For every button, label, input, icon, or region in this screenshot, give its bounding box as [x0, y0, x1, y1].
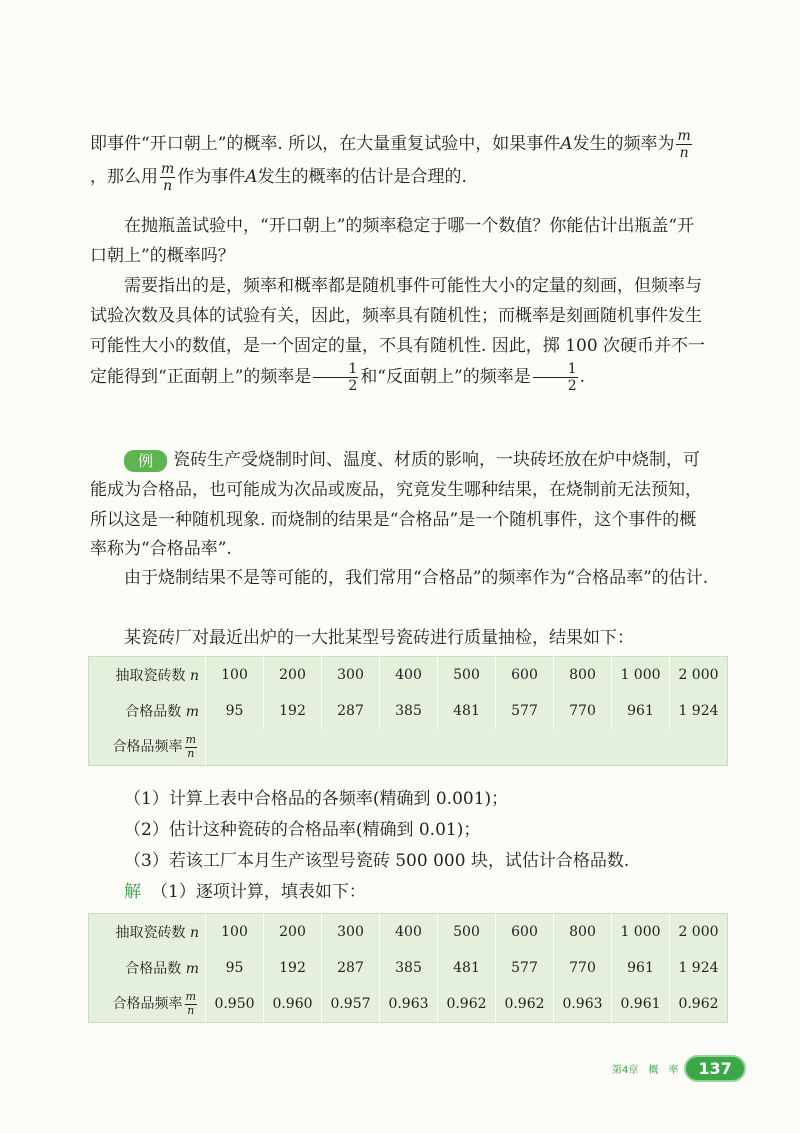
page-footer: [612, 1055, 746, 1082]
table-cell: 481: [438, 950, 496, 986]
table-cell: 0.957: [322, 986, 380, 1023]
sampling-table: [88, 656, 728, 766]
table-cell: 770: [554, 950, 612, 986]
chapter-label: 第4章 概 率: [612, 1065, 679, 1076]
table-cell: 287: [322, 693, 380, 729]
table-cell: 385: [380, 950, 438, 986]
row-header: 合格品数 m: [89, 693, 206, 729]
table-cell: 600: [496, 914, 554, 951]
table-cell: 100: [206, 657, 264, 694]
row-header: 抽取瓷砖数 n: [89, 914, 206, 951]
table-cell: 400: [380, 657, 438, 694]
table-cell: 0.962: [496, 986, 554, 1023]
table-cell: 481: [438, 693, 496, 729]
table-cell: 0.963: [380, 986, 438, 1023]
solution-label: 解: [124, 882, 141, 902]
example-paragraph: 例 瓷砖生产受烧制时间、温度、材质的影响，一块砖坯放在炉中烧制，可能成为合格品，也可能成为次品或废品，究竟发生哪种结果，在烧制前无法预知，所以这是一种随机现象. 而烧制的结果是“合格品”是一个随机事件，这个事件的概率称为“合格品率”.: [90, 450, 702, 560]
table-cell: 192: [264, 693, 322, 729]
table-row: [89, 914, 728, 951]
table-cell: 800: [554, 914, 612, 951]
example-badge: 例: [124, 450, 167, 472]
table-row: [89, 693, 728, 729]
table-cell: 1 000: [612, 914, 670, 951]
table-cell: 770: [554, 693, 612, 729]
question-2: （2）估计这种瓷砖的合格品率(精确到 0.01)；: [124, 820, 481, 840]
fraction-one-half: $\frac{1}{2}$: [313, 361, 358, 394]
table-cell: 192: [264, 950, 322, 986]
table-cell: 600: [496, 657, 554, 694]
row-header: 抽取瓷砖数 n: [89, 657, 206, 694]
table-cell: 400: [380, 914, 438, 951]
fraction-m-over-n: $\frac{m}{n}$: [185, 989, 196, 1017]
table-cell: 300: [322, 914, 380, 951]
table-cell: 1 000: [612, 657, 670, 694]
table-cell: 1 924: [678, 703, 719, 719]
question-3: （3）若该工厂本月生产该型号瓷砖 500 000 块，试估计合格品数.: [124, 851, 630, 871]
table-cell: 0.962: [438, 986, 496, 1023]
table-cell: 961: [612, 950, 670, 986]
paragraph-3: 需要指出的是，频率和概率都是随机事件可能性大小的定量的刻画，但频率与试验次数及具体的试验有关，因此，频率具有随机性；而概率是刻画随机事件发生可能性大小的数值，是一个固定的量，不具有随机性. 因此，掷 100 次硬币并不一定能得到“正面朝上”的频率是 $\frac{1}{2}$ 和“反面朝上”的频率是 $\frac{1}{2}$ .: [90, 276, 706, 395]
fraction-m-over-n: $\frac{m}{n}$: [677, 128, 691, 162]
row-header: 合格品频率 $\frac{m}{n}$: [89, 729, 206, 766]
paragraph-1: 即事件“开口朝上”的概率. 所以，在大量重复试验中，如果事件A发生的频率为 $\frac{m}{n}$ ，那么用 $\frac{m}{n}$ 作为事件A发生的概率的估计是合理的.: [90, 128, 691, 195]
table-cell: 1 924: [678, 960, 719, 976]
fraction-m-over-n: $\frac{m}{n}$: [185, 732, 196, 760]
table-cell: 385: [380, 693, 438, 729]
fraction-m-over-n: $\frac{m}{n}$: [161, 161, 175, 195]
table-cell: 500: [438, 914, 496, 951]
table-row: [89, 657, 728, 694]
page-number: 137: [684, 1055, 745, 1082]
row-header: 合格品频率 $\frac{m}{n}$: [89, 986, 206, 1023]
row-header: 合格品数 m: [89, 950, 206, 986]
table-cell: 287: [322, 950, 380, 986]
table-cell: 0.961: [612, 986, 670, 1023]
table-cell: 95: [206, 950, 264, 986]
question-1: （1）计算上表中合格品的各频率(精确到 0.001)；: [124, 789, 509, 809]
table-cell: 100: [206, 914, 264, 951]
table-cell: 2 000: [678, 924, 719, 940]
table-cell: 0.960: [264, 986, 322, 1023]
table-cell: 2 000: [678, 667, 719, 683]
table-cell: 577: [496, 693, 554, 729]
table-cell: 95: [206, 693, 264, 729]
table-row: [89, 729, 728, 766]
table-row: [89, 950, 728, 986]
table-cell: 0.950: [206, 986, 264, 1023]
table-cell: 0.963: [554, 986, 612, 1023]
table-cell: 200: [264, 914, 322, 951]
paragraph-5: 由于烧制结果不是等可能的，我们常用“合格品”的频率作为“合格品率”的估计.: [124, 568, 709, 588]
table-cell: 961: [612, 693, 670, 729]
paragraph-2: 在抛瓶盖试验中，“开口朝上”的频率稳定于哪一个数值？你能估计出瓶盖“开口朝上”的概率吗？: [90, 216, 695, 266]
fraction-one-half: $\frac{1}{2}$: [533, 361, 578, 394]
table-row: [89, 986, 728, 1023]
paragraph-6: 某瓷砖厂对最近出炉的一大批某型号瓷砖进行质量抽检，结果如下：: [124, 628, 634, 648]
empty-cells: [206, 729, 728, 766]
solution-line: 解 （1）逐项计算，填表如下：: [124, 882, 366, 902]
table-cell: 0.962: [678, 996, 719, 1012]
result-table: [88, 913, 728, 1023]
table-cell: 577: [496, 950, 554, 986]
table-cell: 500: [438, 657, 496, 694]
table-cell: 800: [554, 657, 612, 694]
table-cell: 300: [322, 657, 380, 694]
table-cell: 200: [264, 657, 322, 694]
